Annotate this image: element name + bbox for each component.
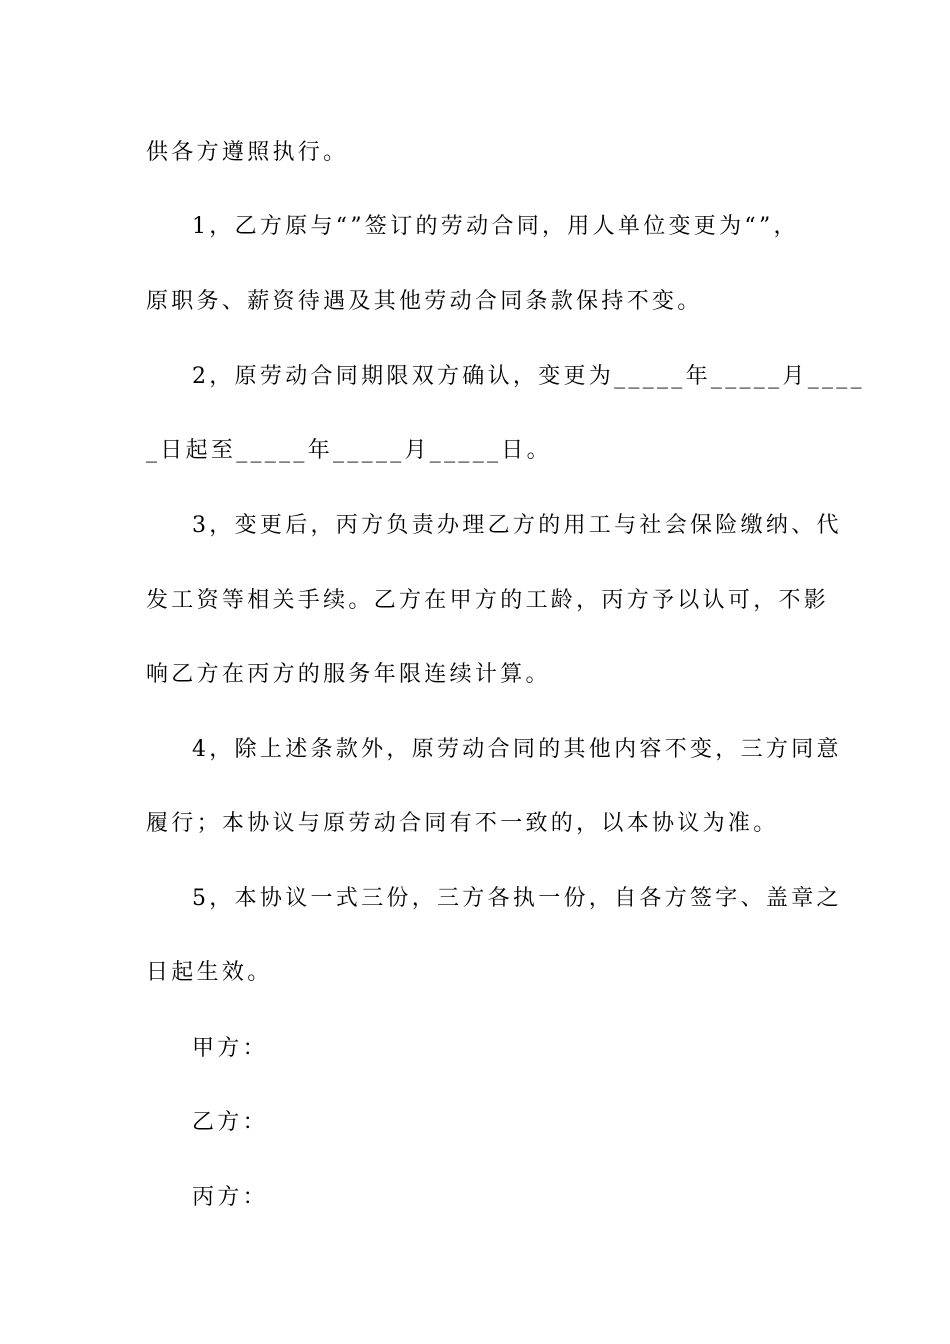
- signature-party-c: 丙方：: [192, 1185, 268, 1210]
- clause-3-line-3: 响乙方在丙方的服务年限连续计算。: [146, 662, 551, 687]
- clause-4-line-2: 履行；本协议与原劳动合同有不一致的，以本协议为准。: [146, 811, 779, 836]
- clause-5-line-1: 5，本协议一式三份，三方各执一份，自各方签字、盖章之: [192, 886, 842, 911]
- clause-1-line-2: 原职务、薪资待遇及其他劳动合同条款保持不变。: [146, 289, 703, 314]
- clause-4-line-1: 4，除上述条款外，原劳动合同的其他内容不变，三方同意: [192, 737, 842, 762]
- clause-1-line-1: 1，乙方原与“”签订的劳动合同，用人单位变更为“”，: [192, 214, 799, 239]
- clause-2-line-2: _日起至_____年_____月_____日。: [146, 438, 552, 463]
- signature-party-b: 乙方：: [192, 1110, 268, 1135]
- clause-3-line-1: 3，变更后，丙方负责办理乙方的用工与社会保险缴纳、代: [192, 513, 842, 538]
- clause-2-line-1: 2，原劳动合同期限双方确认，变更为_____年_____月____: [192, 364, 865, 389]
- clause-5-line-2: 日起生效。: [146, 960, 273, 985]
- signature-party-a: 甲方：: [192, 1036, 268, 1061]
- clause-3-line-2: 发工资等相关手续。乙方在甲方的工龄，丙方予以认可，不影: [146, 588, 830, 613]
- text-line: 供各方遵照执行。: [146, 140, 349, 165]
